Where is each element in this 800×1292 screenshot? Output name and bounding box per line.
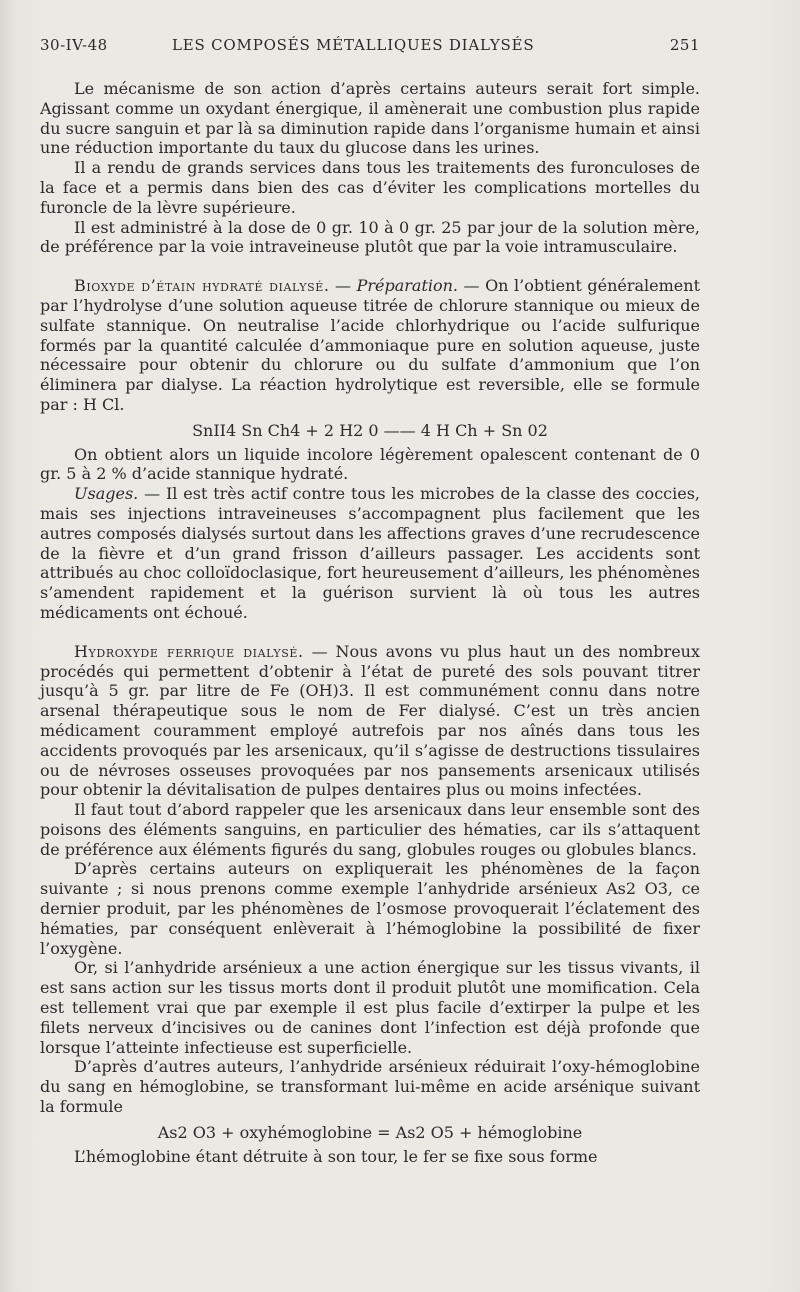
hydroxyde-text: — Nous avons vu plus haut un des nombreux procédés qui permettent d’obtenir à l’état de pureté des sols pouvant titrer jusqu’à 5 gr. par litre de Fe (OH)3. Il est communément connu dans notre arsenal thérapeutique sous le nom de Fer dialysé. C’est un très ancien médicament couramment employé autrefois par nos aînés dans tous les accidents provoqués par les arsenicaux, qu’il s’agisse de destructions tissulaires ou de névroses osseuses provoquées par nos pansements arsenicaux utilisés pour obtenir la dévitalisation de pulpes dentaires plus ou moins infectées. xyxy=(40,641,700,800)
section-heading-hydroxyde: Hydroxyde ferrique dialysé. xyxy=(74,641,304,661)
paragraph-hydroxyde-ferrique xyxy=(40,642,700,800)
paragraph-hemoglobine: L’hémoglobine étant détruite à son tour, le fer se fixe sous forme xyxy=(74,1146,598,1166)
paragraph-phenomenes: D’après certains auteurs on expliquerait les phénomènes de la façon suivante ; si nous prenons comme exemple l’anhydride arsénieux As2 O3, ce dernier produit, par les phénomènes de l’osmose provoquerait l’éclatement des hématies, par conséquent enlèverait à l’hémoglobine la possibilité de fixer l’oxygène. xyxy=(40,859,700,958)
paragraph-furonculoses: Il a rendu de grands services dans tous les traitements des furonculoses de la face et a permis dans bien des cas d’éviter les complications mortelles du furoncle de la lèvre supérieure. xyxy=(40,158,700,217)
paragraph-usages xyxy=(40,484,700,623)
dash: — xyxy=(329,276,357,296)
page-number: 251 xyxy=(669,36,700,54)
page-body xyxy=(40,79,700,1166)
paragraph-liquide: On obtient alors un liquide incolore légèrement opalescent contenant de 0 gr. 5 à 2 % d’acide stannique hydraté. xyxy=(40,444,700,484)
label-usages: Usages. xyxy=(74,484,139,504)
usages-text: — Il est très actif contre tous les microbes de la classe des coccies, mais ses injections intraveineuses s’accompagnent plus facilement que les autres composés dialysés surtout dans les affections graves d’une recrudescence de la fièvre et d’un grand frisson d’ailleurs passager. Les accidents sont attribués au choc colloïdoclasique, fort heureusement d’ailleurs, les phénomènes s’amendent rapidement et la guérison survient là où tous les autres médicaments ont échoué. xyxy=(40,484,700,622)
paragraph-mechanism: Le mécanisme de son action d’après certains auteurs serait fort simple. Agissant comme un oxydant énergique, il amènerait une combustion plus rapide du sucre sanguin et par là sa diminution rapide dans l’organisme humain et ainsi une réduction importante du taux du glucose dans les urines. xyxy=(40,79,700,158)
section-heading-bioxyde: Bioxyde d’étain hydraté dialysé. xyxy=(74,276,330,296)
running-header xyxy=(40,36,700,58)
preparation-text: — On l’obtient généralement par l’hydrolyse d’une solution aqueuse titrée de chlorure stannique ou mieux de sulfate stannique. On neutralise l’acide chlorhydrique ou l’acide sulfurique formés par la quantité calculée d’ammoniaque pure en solution aqueuse, juste nécessaire pour obtenir du chlorure ou du sulfate d’ammonium que l’on éliminera par dialyse. La réaction hydrolytique est reversible, elle se formule par : H Cl. xyxy=(40,276,701,414)
paragraph-autres-auteurs: D’après d’autres auteurs, l’anhydride arsénieux réduirait l’oxy-hémoglobine du sang en hémoglobine, se transformant lui-même en acide arsénique suivant la formule xyxy=(40,1057,700,1117)
section-spacer xyxy=(40,257,700,276)
header-date-stamp: 30-IV-48 xyxy=(40,36,108,54)
label-preparation: Préparation. xyxy=(356,276,459,296)
paragraph-arsenicaux: Il faut tout d’abord rappeler que les arsenicaux dans leur ensemble sont des poisons des éléments sanguins, en particulier des hématies, car ils s’attaquent de préférence aux éléments figurés du sang, globules rouges ou globules blancs. xyxy=(40,800,700,859)
formula-stannic: SnII4 Sn Ch4 + 2 H2 0 —— 4 H Ch + Sn 02 xyxy=(192,420,548,440)
section-spacer xyxy=(40,623,700,642)
formula-arsenic: As2 O3 + oxyhémoglobine = As2 O5 + hémoglobine xyxy=(157,1122,583,1142)
paragraph-dose: Il est administré à la dose de 0 gr. 10 à 0 gr. 25 par jour de la solution mère, de préférence par la voie intraveineuse plutôt que par la voie intramusculaire. xyxy=(40,217,700,257)
paragraph-bioxyde-etain xyxy=(40,276,700,415)
running-title: LES COMPOSÉS MÉTALLIQUES DIALYSÉS xyxy=(172,36,535,54)
paragraph-tissus: Or, si l’anhydride arsénieux a une action énergique sur les tissus vivants, il est sans action sur les tissus morts dont il produit plutôt une momification. Cela est tellement vrai que par exemple il est plus facile d’extirper la pulpe et les filets nerveux d’incisives ou de canines dont l’infection est déjà profonde que lorsque l’atteinte infectieuse est superficielle. xyxy=(40,958,700,1057)
